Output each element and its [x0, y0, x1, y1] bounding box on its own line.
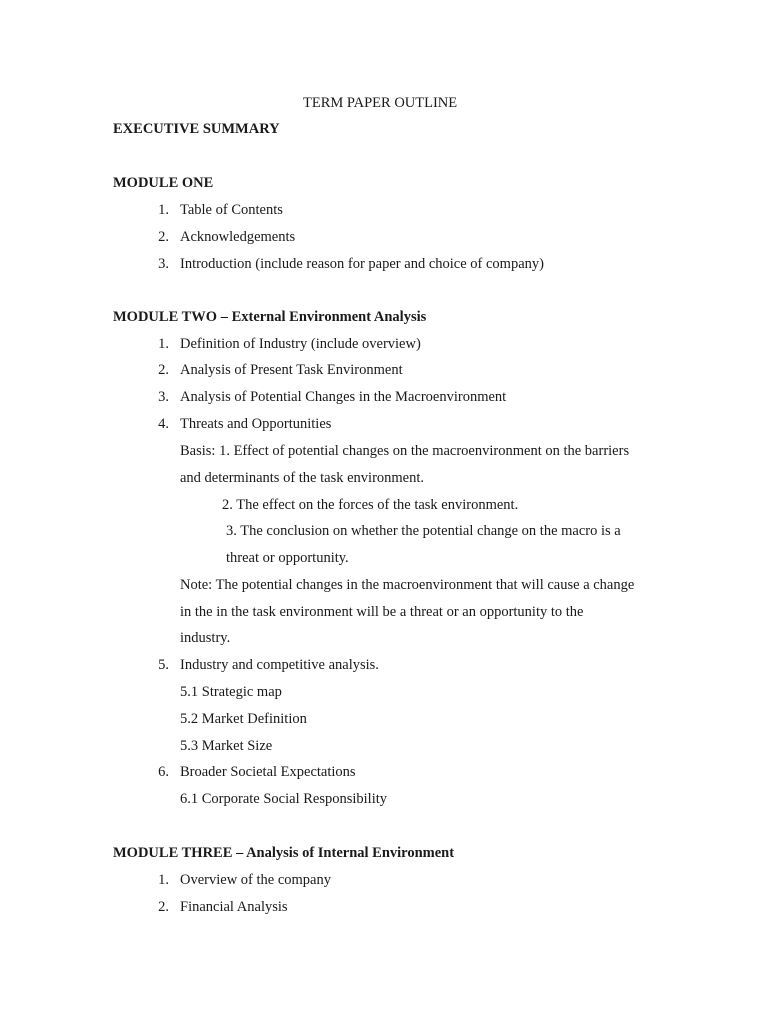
- module-three-heading: MODULE THREE – Analysis of Internal Environment: [113, 845, 455, 861]
- list-number: 2.: [158, 362, 169, 378]
- module-one-heading: MODULE ONE: [113, 175, 214, 191]
- sub-list-item: 5.2 Market Definition: [180, 711, 307, 727]
- module-two-heading: MODULE TWO – External Environment Analysis: [113, 309, 427, 325]
- list-item: Industry and competitive analysis.: [180, 657, 379, 673]
- sub-list-item: 5.3 Market Size: [180, 738, 273, 754]
- list-item: Introduction (include reason for paper and choice of company): [180, 256, 544, 272]
- list-item: Analysis of Present Task Environment: [180, 362, 403, 378]
- list-item: Analysis of Potential Changes in the Macroenvironment: [180, 389, 507, 405]
- note-line: in the in the task environment will be a threat or an opportunity to the: [180, 604, 584, 620]
- list-item: Threats and Opportunities: [180, 416, 332, 432]
- note-line: Note: The potential changes in the macroenvironment that will cause a change: [180, 577, 635, 593]
- list-number: 2.: [158, 899, 169, 915]
- list-item: Table of Contents: [180, 202, 283, 218]
- basis-line: and determinants of the task environment.: [180, 470, 425, 486]
- list-number: 2.: [158, 229, 169, 245]
- basis-line: Basis: 1. Effect of potential changes on the macroenvironment on the barriers: [180, 443, 630, 459]
- list-item: Overview of the company: [180, 872, 331, 888]
- list-number: 1.: [158, 202, 169, 218]
- basis-line: 2. The effect on the forces of the task environment.: [222, 497, 519, 513]
- page-title: TERM PAPER OUTLINE: [303, 95, 458, 111]
- list-number: 4.: [158, 416, 169, 432]
- sub-list-item: 5.1 Strategic map: [180, 684, 282, 700]
- executive-summary-heading: EXECUTIVE SUMMARY: [113, 121, 280, 137]
- sub-list-item: 6.1 Corporate Social Responsibility: [180, 791, 388, 807]
- note-line: industry.: [180, 630, 231, 646]
- list-item: Definition of Industry (include overview): [180, 336, 421, 352]
- list-number: 1.: [158, 336, 169, 352]
- list-number: 3.: [158, 256, 169, 272]
- list-number: 3.: [158, 389, 169, 405]
- list-number: 6.: [158, 764, 169, 780]
- basis-line: 3. The conclusion on whether the potential change on the macro is a: [226, 523, 621, 539]
- list-number: 1.: [158, 872, 169, 888]
- list-item: Acknowledgements: [180, 229, 296, 245]
- basis-line: threat or opportunity.: [226, 550, 349, 566]
- list-item: Broader Societal Expectations: [180, 764, 356, 780]
- list-item: Financial Analysis: [180, 899, 288, 915]
- list-number: 5.: [158, 657, 169, 673]
